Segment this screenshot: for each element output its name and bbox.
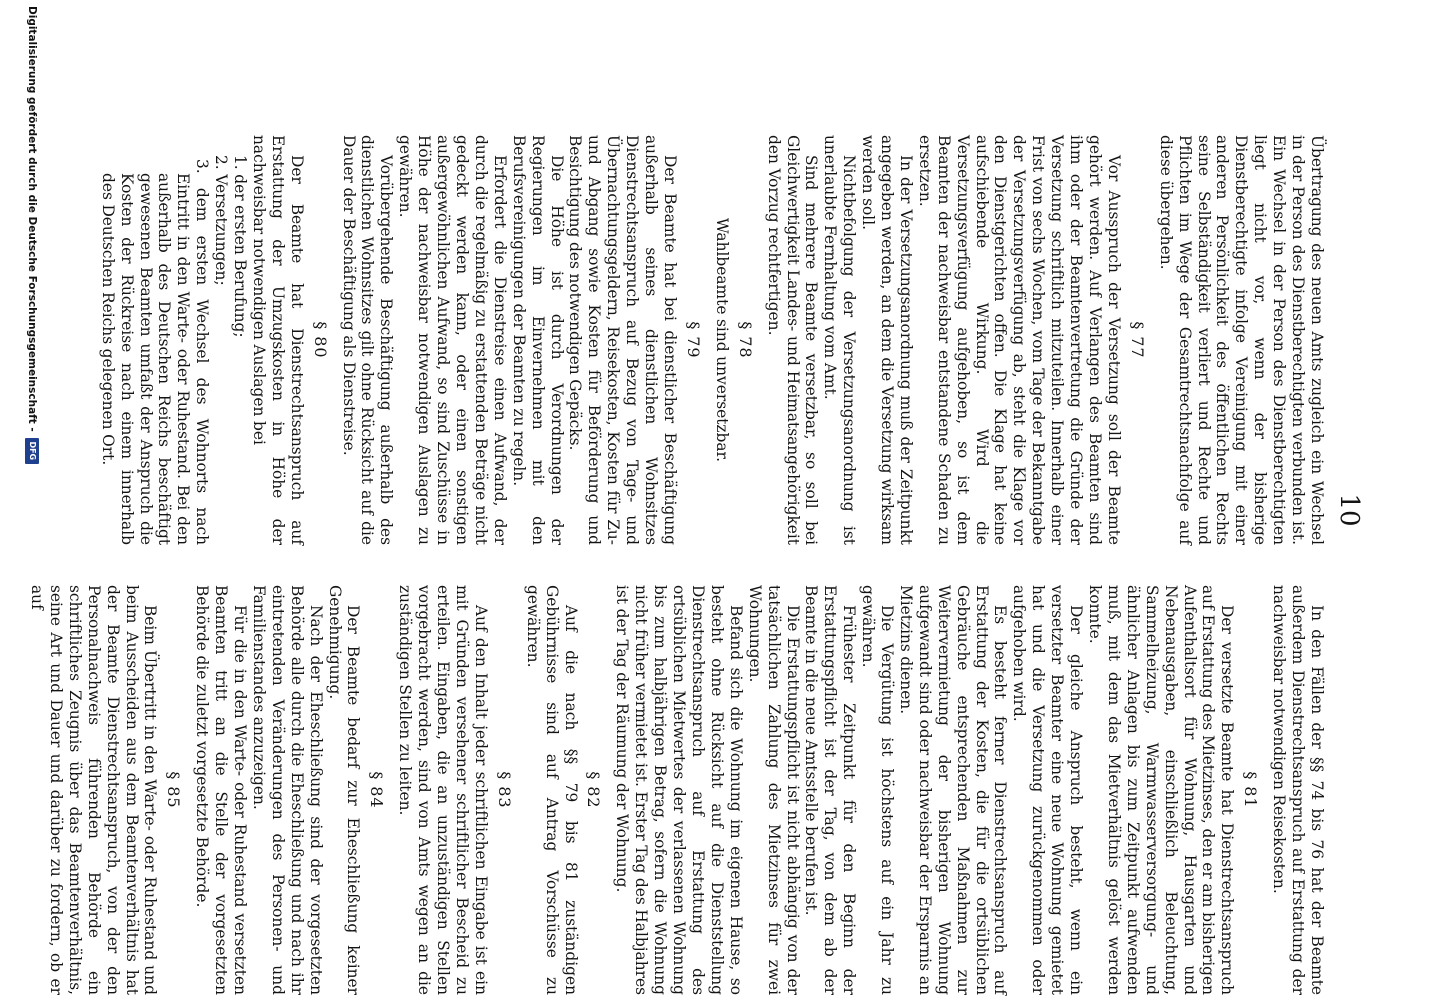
paragraph: Nach der Eheschließung sind der vorgesetzten Behörde alle durch die Eheschließung und nach ihr eintretenden Veränderungen des Personen- und Familienstandes anzuzeigen. xyxy=(249,585,325,995)
footer-text: Digitalisierung gefördert durch die Deutsche Forschungsgemeinschaft - xyxy=(26,6,38,432)
paragraph: Die Höhe ist durch Verordnungen der Regierungen im Einvernehmen mit den Berufsvereinigungen der Beamten zu regeln. xyxy=(509,135,566,545)
paragraph: Es besteht ferner Dienstrechtsanspruch auf Erstattung der Kosten, die für die ortsüblichen Gebräuche entsprechenden Maßnahmen zur Weitervermietung der bisherigen Wohnung aufgewandt sind oder nachweisbar der Ersparnis an Mietzins dienen. xyxy=(896,585,1010,995)
paragraph: Frühester Zeitpunkt für den Beginn der Erstattungspflicht ist der Tag, von dem ab der Beamte in die neue Amtsstelle berufen ist. xyxy=(802,585,859,995)
section-heading-77: § 77 xyxy=(1127,321,1147,359)
section-heading-80: § 80 xyxy=(310,321,330,359)
paragraph: Der versetzte Beamte hat Dienstrechtsanspruch auf Erstattung des Mietzinses, den er am bisherigen Aufenthaltsort für Wohnung, Hausgarten und Nebenausgaben, einschließlich Beleuchtung, Sammelheizung, Warmwasserversorgung- und ähnlicher Anlagen bis zum Zeitpunkt aufwenden muß, mit dem das Mietverhältnis gelöst werden konnte. xyxy=(1086,585,1237,995)
paragraph: Nichtbefolgung der Versetzungsanordnung ist unerlaubte Fernhaltung vom Amt. xyxy=(821,135,859,545)
paragraph: Der Beamte hat Dienstrechtsanspruch auf Erstattung der Umzugskosten in Höhe der nachweisbar notwendigen Auslagen bei xyxy=(249,135,306,545)
list-item: 2. Versetzungen; xyxy=(212,155,231,286)
paragraph: Für die in den Warte- oder Ruhestand versetzten Beamten tritt an die Stelle der vorgesetzten Behörde die zuletzt vorgesetzte Behörde. xyxy=(193,585,250,995)
paragraph: In der Versetzungsanordnung muß der Zeitpunkt angegeben werden, an dem die Versetzung wirksam werden soll. xyxy=(859,135,915,545)
paragraph: Der Beamte hat bei dienstlicher Beschäftigung außerhalb seines dienstlichen Wohnsitzes Dienstrechtsanspruch auf Bezug von Tage- und Übernachtungsgeldern, Reisekosten, Kosten für Zu- und Abgang sowie Kosten für Beförderung und Besichtigung des notwendigen Gepäcks. xyxy=(566,135,679,545)
section-heading-82: § 82 xyxy=(584,771,604,809)
paragraph: Sind mehrere Beamte versetzbar, so soll bei Gleichwertigkeit Landes- und Heimatsangehörigkeit den Vorzug rechtfertigen. xyxy=(764,135,821,545)
list-item: 1. der ersten Berufung; xyxy=(231,155,250,338)
section-heading-81: § 81 xyxy=(1241,771,1261,809)
list-item: 3. dem ersten Wechsel des Wohnorts nach Eintritt in den Warte- oder Ruhestand. Bei den außerhalb des Deutschen Reichs beschäftigt gewesenen Beamten umfaßt der Anspruch die Kosten der Rückreise nach einem innerhalb des Deutschen Reichs gelegenen Ort. xyxy=(98,159,212,545)
paragraph: Auf die nach §§ 79 bis 81 zuständigen Gebührnisse sind auf Antrag Vorschüsse zu gewähren. xyxy=(523,585,580,995)
section-heading-78: § 78 xyxy=(735,321,755,359)
digitization-footer xyxy=(25,0,39,1006)
paragraph: Auf den Inhalt jeder schriftlichen Eingabe ist ein mit Gründen versehener schriftlicher Bescheid zu erteilen. Eingaben, die an unzuständigen Stellen vorgebracht werden, sind von Amts wegen an die zuständigen Stellen zu leiten. xyxy=(396,585,490,995)
right-column xyxy=(27,585,1326,995)
left-column xyxy=(98,135,1326,545)
paragraph: Der gleiche Anspruch besteht, wenn ein versetzter Beamter eine neue Wohnung gemietet hat und die Versetzung zurückgenommen oder aufgehoben wird. xyxy=(1010,585,1086,995)
paragraph: Die Erstattungspflicht ist nicht abhängig von der tatsächlichen Zahlung des Mietzinses für zwei Wohnungen. xyxy=(745,585,802,995)
paragraph: Übertragung des neuen Amts zugleich ein Wechsel in der Person des Dienstberechtigten verbunden ist. Ein Wechsel in der Person des Dienstberechtigten liegt nicht vor, wenn der bisherige Dienstberechtigte infolge Vereinigung mit einer anderen Persönlichkeit des öffentlichen Rechts seine Selbständigkeit verliert und Rechte und Pflichten im Wege der Gesamtrechtsnachfolge auf diese übergehen. xyxy=(1156,135,1326,545)
paragraph: Erfordert die Dienstreise einen Aufwand, der durch die regelmäßig zu erstattenden Beträge nicht gedeckt werden kann, oder einen sonstigen außergewöhnlichen Aufwand, so sind Zuschüsse in Höhe der nachweisbar notwendigen Auslagen zu gewähren. xyxy=(396,135,509,545)
paragraph: Vor Ausspruch der Versetzung soll der Beamte gehört werden. Auf Verlangen des Beamten sind ihm oder der Beamtenvertretung die Gründe der Versetzung schriftlich mitzuteilen. Innerhalb einer Frist von sechs Wochen, vom Tage der Bekanntgabe der Versetzungsverfügung ab, steht die Klage vor den Dienstgerichten offen. Die Klage hat keine aufschiebende Wirkung. Wird die Versetzungsverfügung aufgehoben, so ist dem Beamten der nachweisbar entstandene Schaden zu ersetzen. xyxy=(915,135,1123,545)
section-heading-79: § 79 xyxy=(683,321,703,359)
paragraph: Der Beamte bedarf zur Eheschließung keiner Genehmigung. xyxy=(325,585,363,995)
paragraph: In den Fällen der §§ 74 bis 76 hat der Beamte außerdem Dienstrechtsanspruch auf Erstattung der nachweisbar notwendigen Reisekosten. xyxy=(1270,585,1326,995)
section-heading-83: § 83 xyxy=(494,771,514,809)
paragraph: Vorübergehende Beschäftigung außerhalb des dienstlichen Wohnsitzes gilt ohne Rücksicht auf die Dauer der Beschäftigung als Dienstreise. xyxy=(339,135,396,545)
dfg-logo: DFG xyxy=(25,438,39,464)
paragraph: Die Vergütung ist höchstens auf ein Jahr zu gewähren. xyxy=(859,585,897,995)
paragraph: Befand sich die Wohnung im eigenen Hause, so besteht ohne Rücksicht auf die Dienststellung Dienstrechtsanspruch auf Erstattung des ortsüblichen Mietwertes der verlassenen Wohnung bis zum halbjährigen Betrag, sofern die Wohnung nicht früher vermietet ist. Erster Tag des Halbjahres ist der Tag der Räumung der Wohnung. xyxy=(613,585,745,995)
section-heading-85: § 85 xyxy=(164,771,184,809)
paragraph: Beim Übertritt in den Warte- oder Ruhestand und beim Ausscheiden aus dem Beamtenverhältnis hat der Beamte Dienstrechtsanspruch, von der den Personalnachweis führenden Behörde ein schriftliches Zeugnis über das Beamtenverhältnis, seine Art und Dauer und darüber zu fordern, ob er auf xyxy=(28,585,160,995)
page-number: 10 xyxy=(1334,493,1364,527)
section-heading-84: § 84 xyxy=(367,771,387,809)
paragraph: Wahlbeamte sind unversetzbar. xyxy=(712,217,731,463)
